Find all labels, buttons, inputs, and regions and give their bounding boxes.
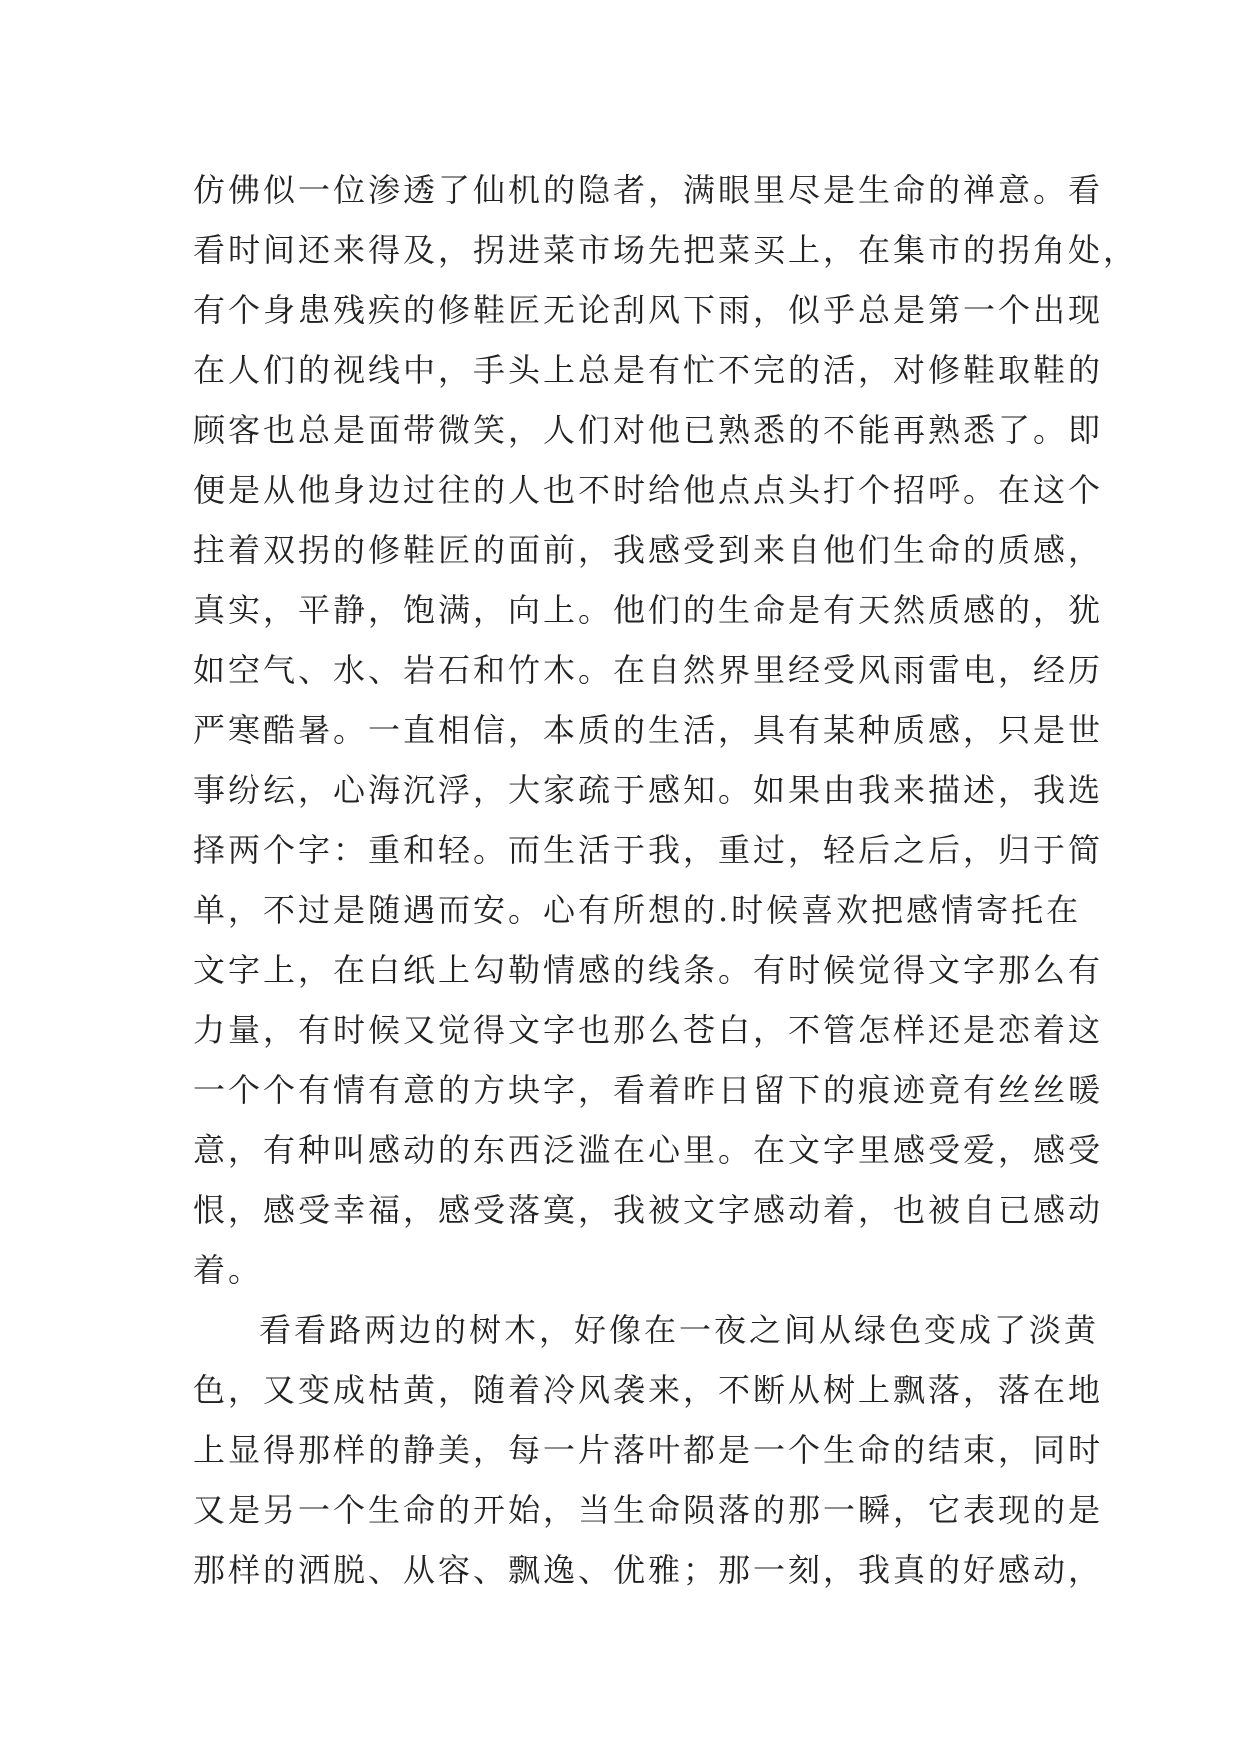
- text-line: 便是从他身边过往的人也不时给他点点头打个招呼。在这个: [193, 471, 1104, 509]
- text-line: 恨，感受幸福，感受落寞，我被文字感动着，也被自已感动: [193, 1191, 1104, 1229]
- text-line: 严寒酷暑。一直相信，本质的生活，具有某种质感，只是世: [193, 711, 1104, 749]
- body-text: [193, 160, 1139, 1600]
- text-line: 真实，平静，饱满，向上。他们的生命是有天然质感的，犹: [193, 591, 1104, 629]
- paragraph-end-line: 着。: [193, 1251, 264, 1289]
- text-line: 那样的洒脱、从容、飘逸、优雅；那一刻，我真的好感动，: [193, 1551, 1104, 1589]
- text-line: 拄着双拐的修鞋匠的面前，我感受到来自他们生命的质感，: [193, 531, 1104, 569]
- text-line: 文字上，在白纸上勾勒情感的线条。有时候觉得文字那么有: [193, 951, 1104, 989]
- text-line: 仿佛似一位渗透了仙机的隐者，满眼里尽是生命的禅意。看: [193, 171, 1104, 209]
- text-line: 有个身患残疾的修鞋匠无论刮风下雨，似乎总是第一个出现: [193, 291, 1104, 329]
- text-line: 顾客也总是面带微笑，人们对他已熟悉的不能再熟悉了。即: [193, 411, 1104, 449]
- text-line: 力量，有时候又觉得文字也那么苍白，不管怎样还是恋着这: [193, 1011, 1104, 1049]
- text-line: 一个个有情有意的方块字，看着昨日留下的痕迹竟有丝丝暖: [193, 1071, 1104, 1109]
- text-line: 看时间还来得及，拐进菜市场先把菜买上，在集市的拐角处，: [193, 231, 1139, 269]
- text-line: 单，不过是随遇而安。心有所想的.时候喜欢把感情寄托在: [193, 891, 1082, 929]
- text-line: 在人们的视线中，手头上总是有忙不完的活，对修鞋取鞋的: [193, 351, 1104, 389]
- text-line: 上显得那样的静美，每一片落叶都是一个生命的结束，同时: [193, 1431, 1104, 1469]
- text-line: 事纷纭，心海沉浮，大家疏于感知。如果由我来描述，我选: [193, 771, 1104, 809]
- text-line: 又是另一个生命的开始，当生命陨落的那一瞬，它表现的是: [193, 1491, 1104, 1529]
- text-line: 如空气、水、岩石和竹木。在自然界里经受风雨雷电，经历: [193, 651, 1104, 689]
- paragraph-start-line: 看看路两边的树木，好像在一夜之间从绿色变成了淡黄: [259, 1311, 1100, 1349]
- text-line: 意，有种叫感动的东西泛滥在心里。在文字里感受爱，感受: [193, 1131, 1104, 1169]
- text-line: 色，又变成枯黄，随着冷风袭来，不断从树上飘落，落在地: [193, 1371, 1104, 1409]
- text-line: 择两个字：重和轻。而生活于我，重过，轻后之后，归于简: [193, 831, 1104, 869]
